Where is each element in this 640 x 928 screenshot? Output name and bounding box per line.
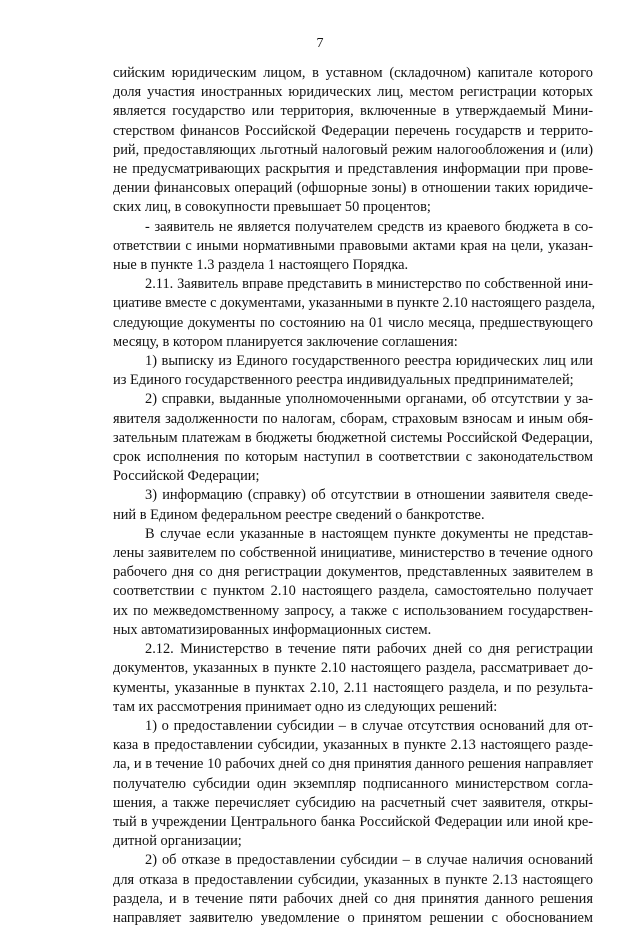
text-line: там их рассмотрения принимает одно из следующих решений: bbox=[113, 698, 498, 715]
paragraph bbox=[113, 486, 593, 524]
text-line: лены заявителем по собственной инициативе, министерство в течение одного bbox=[113, 545, 593, 562]
text-line: соответствии с пунктом 2.10 настоящего раздела, самостоятельно получает bbox=[113, 583, 593, 600]
text-line: ний в Едином федеральном реестре сведений о банкротстве. bbox=[113, 506, 485, 523]
text-line: Российской Федерации; bbox=[113, 468, 260, 485]
text-line: ла, и в течение 10 рабочих дней со дня принятия данного решения направляет bbox=[113, 756, 593, 773]
text-line: тый в учреждении Центрального банка Российской Федерации или иной кре- bbox=[113, 813, 593, 830]
text-line: явителя задолженности по налогам, сборам, страховым взносам и иным обя- bbox=[113, 410, 593, 427]
text-line: рабочего дня со дня регистрации документов, представленных заявителем в bbox=[113, 564, 593, 581]
text-line: документов, указанных в пункте 2.10 настоящего раздела, рассматривает до- bbox=[113, 660, 593, 677]
page-number: 7 bbox=[316, 36, 324, 51]
text-line: 1) выписку из Единого государственного реестра юридических лиц или bbox=[145, 353, 593, 370]
text-line: месяцу, в котором планируется заключение соглашения: bbox=[113, 333, 458, 350]
paragraph bbox=[113, 851, 593, 928]
text-line: является государство или территория, включенные в утверждаемый Мини- bbox=[113, 103, 593, 120]
text-line: срок исполнения по которым наступил в соответствии с законодательством bbox=[113, 449, 593, 466]
text-line: кументы, указанные в пунктах 2.10, 2.11 настоящего раздела, и по результа- bbox=[113, 679, 593, 696]
text-line: 1) о предоставлении субсидии – в случае отсутствия оснований для от- bbox=[145, 717, 593, 734]
text-line: каза в предоставлении субсидии, указанных в пункте 2.13 настоящего разде- bbox=[113, 737, 593, 754]
text-line: - заявитель не является получателем средств из краевого бюджета в со- bbox=[145, 218, 593, 235]
text-line: их по межведомственному запросу, а также с использованием государствен- bbox=[113, 602, 593, 619]
paragraph bbox=[113, 525, 593, 640]
text-line: получателю субсидии один экземпляр подписанного министерством согла- bbox=[113, 775, 593, 792]
paragraph bbox=[113, 390, 593, 486]
paragraph bbox=[113, 218, 593, 276]
text-line: для отказа в предоставлении субсидии, указанных в пункте 2.13 настоящего bbox=[113, 871, 593, 888]
paragraph bbox=[113, 352, 593, 390]
paragraph bbox=[113, 640, 593, 717]
text-line: ответствии с иными нормативными правовыми актами края на цели, указан- bbox=[113, 237, 593, 254]
text-line: направляет заявителю уведомление о принятом решении с обоснованием bbox=[113, 909, 593, 926]
paragraph bbox=[113, 64, 593, 218]
text-line: 2.12. Министерство в течение пяти рабочих дней со дня регистрации bbox=[145, 641, 593, 658]
document-body bbox=[113, 64, 596, 928]
text-line: 2) об отказе в предоставлении субсидии – в случае наличия оснований bbox=[145, 852, 593, 869]
text-line: дитной организации; bbox=[113, 833, 242, 850]
text-line: доля участия иностранных юридических лиц, местом регистрации которых bbox=[113, 84, 593, 101]
text-line: 2.11. Заявитель вправе представить в министерство по собственной ини- bbox=[145, 276, 593, 293]
text-line: следующие документы по состоянию на 01 число месяца, предшествующего bbox=[113, 314, 593, 331]
paragraph bbox=[113, 275, 596, 352]
text-line: 3) информацию (справку) об отсутствии в отношении заявителя сведе- bbox=[145, 487, 593, 504]
text-line: из Единого государственного реестра индивидуальных предпринимателей; bbox=[113, 372, 574, 389]
paragraph bbox=[113, 717, 593, 851]
text-line: дении финансовых операций (офшорные зоны) в отношении таких юридиче- bbox=[113, 180, 593, 197]
text-line: стерством финансов Российской Федерации перечень государств и террито- bbox=[113, 122, 593, 139]
text-line: 2) справки, выданные уполномоченными органами, об отсутствии у за- bbox=[145, 391, 593, 408]
text-line: шения, а также перечисляет субсидию на расчетный счет заявителя, откры- bbox=[113, 794, 593, 811]
text-line: ских лиц, в совокупности превышает 50 процентов; bbox=[113, 199, 431, 216]
text-line: ные в пункте 1.3 раздела 1 настоящего Порядка. bbox=[113, 257, 409, 274]
text-line: В случае если указанные в настоящем пункте документы не представ- bbox=[145, 525, 593, 542]
text-line: зательным платежам в бюджеты бюджетной системы Российской Федерации, bbox=[113, 429, 593, 446]
text-line: раздела, и в течение пяти рабочих дней со дня принятия данного решения bbox=[113, 890, 593, 907]
text-line: не предусматривающих раскрытия и представления информации при прове- bbox=[113, 161, 593, 178]
text-line: циативе вместе с документами, указанными в пункте 2.10 настоящего раздела, bbox=[113, 295, 596, 312]
text-line: рий, предоставляющих льготный налоговый режим налогообложения и (или) bbox=[113, 141, 593, 158]
text-line: сийским юридическим лицом, в уставном (складочном) капитале которого bbox=[113, 65, 593, 81]
text-line: ных автоматизированных информационных систем. bbox=[113, 621, 432, 638]
